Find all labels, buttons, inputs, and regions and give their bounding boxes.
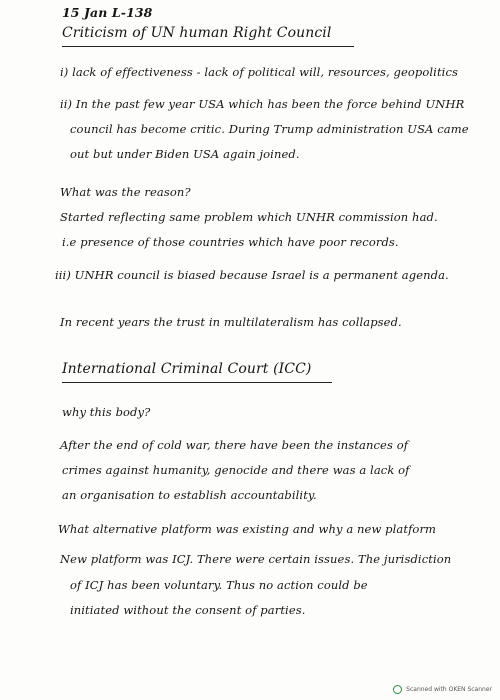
icc-line-2: crimes against humanity, genocide and there was a lack of xyxy=(62,463,410,477)
heading1-underline xyxy=(62,46,354,47)
icc-line-6: initiated without the consent of parties. xyxy=(70,603,306,617)
icc-line-5: of ICJ has been voluntary. Thus no action could be xyxy=(70,578,368,592)
heading-international-criminal-court: International Criminal Court (ICC) xyxy=(62,361,312,377)
note-line-6: i.e presence of those countries which have poor records. xyxy=(62,235,399,249)
heading2-underline xyxy=(62,382,332,383)
note-line-1: i) lack of effectiveness - lack of political will, resources, geopolitics xyxy=(60,65,458,79)
note-line-4: out but under Biden USA again joined. xyxy=(70,147,300,161)
note-line-2: ii) In the past few year USA which has been the force behind UNHR xyxy=(60,97,465,111)
note-question-reason: What was the reason? xyxy=(60,185,191,199)
note-line-5: Started reflecting same problem which UNHR commission had. xyxy=(60,210,438,224)
note-question-why-body: why this body? xyxy=(62,405,151,419)
note-line-8: In recent years the trust in multilateralism has collapsed. xyxy=(60,315,402,329)
scanner-text: Scanned with OKEN Scanner xyxy=(406,686,492,693)
icc-question-alternative: What alternative platform was existing and why a new platform xyxy=(58,522,437,536)
note-line-7: iii) UNHR council is biased because Israel is a permanent agenda. xyxy=(55,268,449,282)
heading-un-human-rights-council: Criticism of UN human Right Council xyxy=(62,25,332,41)
note-line-3: council has become critic. During Trump administration USA came xyxy=(70,122,469,136)
date-text: 15 Jan L-138 xyxy=(62,5,153,20)
scanner-logo-icon xyxy=(393,685,402,694)
icc-line-3: an organisation to establish accountability. xyxy=(62,488,317,502)
icc-line-4: New platform was ICJ. There were certain issues. The jurisdiction xyxy=(60,552,452,566)
scanner-watermark xyxy=(393,685,492,694)
icc-line-1: After the end of cold war, there have been the instances of xyxy=(60,438,409,452)
